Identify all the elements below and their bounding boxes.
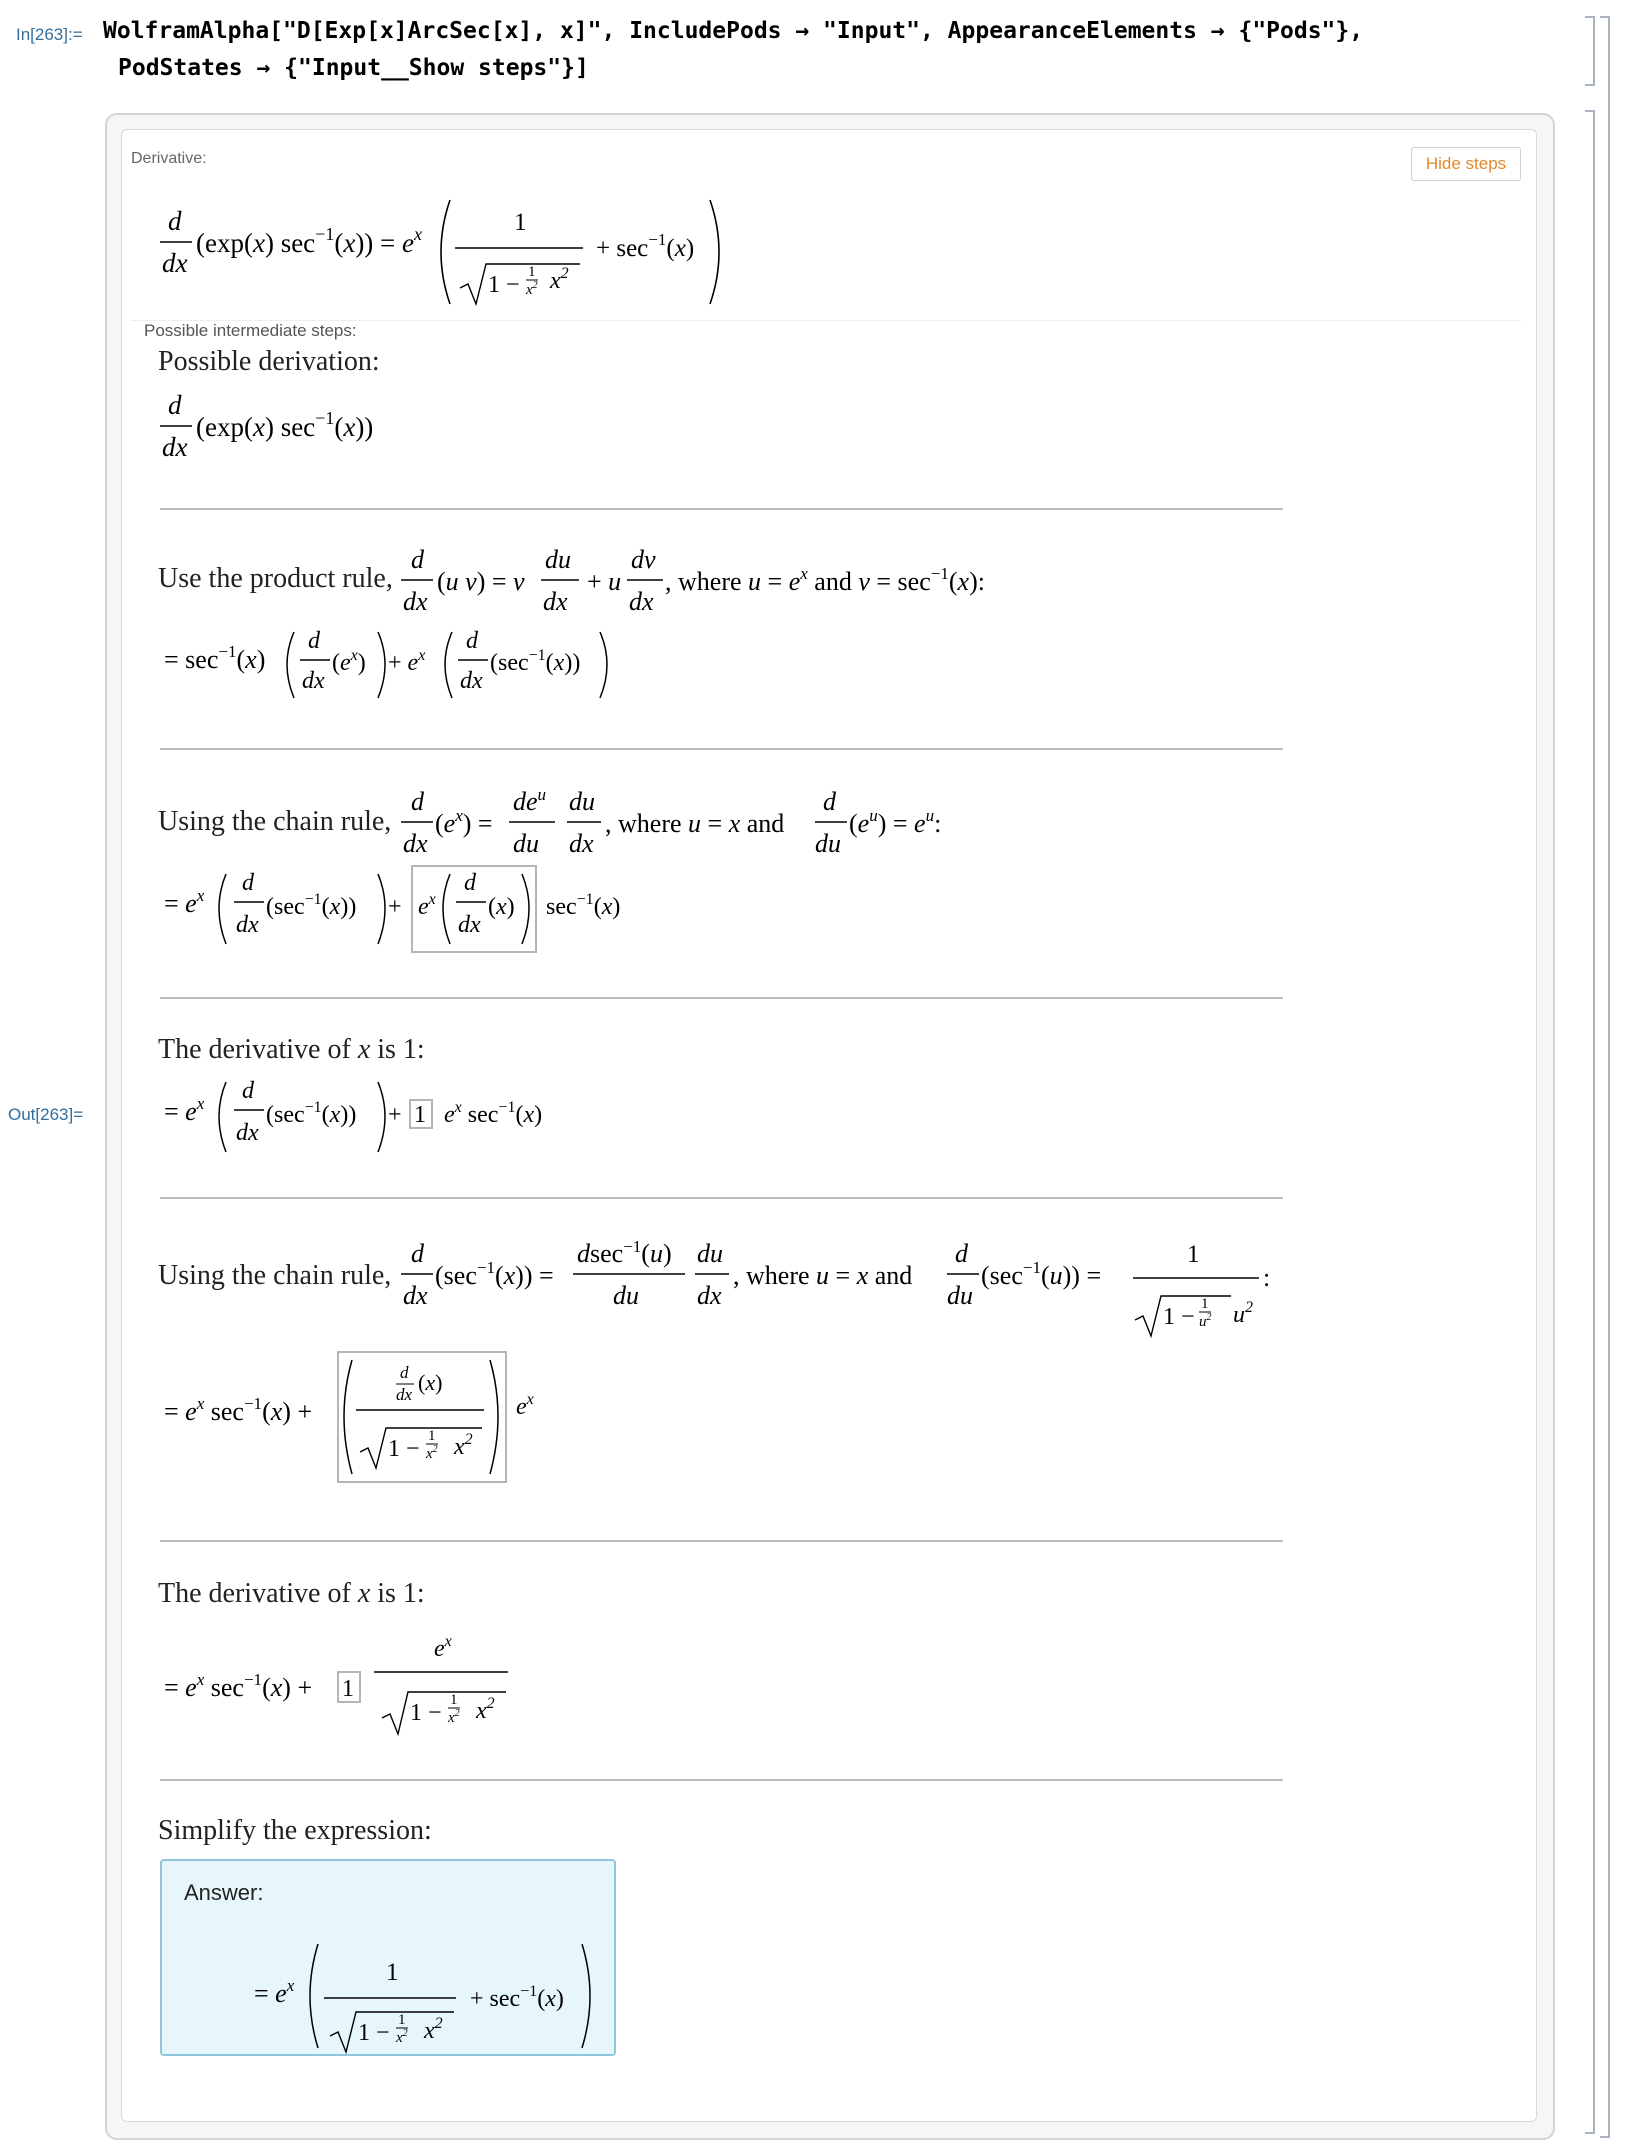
product-rule-formula <box>395 540 1045 630</box>
svg-text:= ex: = $e^x$ <box>164 886 205 918</box>
step-separator-6 <box>160 1779 1283 1781</box>
svg-text:du: du <box>815 829 841 858</box>
svg-text:1: 1 <box>414 1102 426 1128</box>
input-code-line-2[interactable]: PodStates → {"Input__Show steps"}] <box>118 55 589 81</box>
product-rule-text: Use the product rule, <box>158 563 393 594</box>
svg-text:x2: $x^2$ <box>426 1444 438 1462</box>
svg-text:1: 1 <box>428 1428 436 1444</box>
chain-rule-text-2: Using the chain rule, <box>158 1260 392 1291</box>
chain-rule-formula-2 <box>395 1232 1295 1362</box>
svg-text:dv: dv <box>631 545 656 574</box>
svg-text:ex: $e^x$ <box>434 1633 452 1662</box>
svg-text:dx: dx <box>697 1281 722 1310</box>
simplify-text: Simplify the expression: <box>158 1815 432 1846</box>
svg-text:u2: $u^2$ <box>1199 1312 1212 1330</box>
svg-text:= ex sec−1(x) +: = $e^x$ $\sec^{-1}(x)$ + <box>164 1670 313 1702</box>
svg-text:d: d <box>823 787 836 816</box>
derivative-x-result-1 <box>160 1068 580 1168</box>
result-formula <box>150 180 770 320</box>
svg-text:+: + <box>388 1102 402 1128</box>
svg-text:dx: dx <box>403 829 428 858</box>
svg-text:d: d <box>400 1363 409 1382</box>
is-one-suffix-1: is 1: <box>377 1034 425 1065</box>
step-separator-3 <box>160 997 1283 999</box>
svg-text:d: d <box>955 1239 968 1268</box>
svg-text:du: du <box>947 1281 973 1310</box>
chain-rule-result-2 <box>160 1348 580 1488</box>
svg-text::: : <box>1263 1263 1271 1292</box>
svg-text:x2: $x^2$ <box>476 1695 495 1724</box>
output-label: Out[263]= <box>8 1105 84 1124</box>
svg-text:+: + <box>388 894 402 920</box>
step-separator-2 <box>160 748 1283 750</box>
svg-text:x2: $x^2$ <box>424 2015 443 2044</box>
svg-text:(ex) =: $(e^x)$ = <box>435 806 493 838</box>
svg-text:du: du <box>513 829 539 858</box>
svg-text:sec−1(x): $\sec^{-1}(x)$ <box>546 891 621 920</box>
svg-text:(exp(x) sec−1(x)) = ex: (exp(x) $\sec^{-1}(x)) = e^x$ <box>196 224 423 258</box>
svg-text:(ex): $(e^x)$ <box>332 647 366 676</box>
svg-text:= sec−1(x): = $\sec^{-1}(x)$ <box>164 642 266 674</box>
svg-text:x2: $x^2$ <box>454 1431 473 1460</box>
derivative-x-text-2: The derivative of x is 1: <box>158 1578 425 1609</box>
svg-text:du: du <box>569 787 595 816</box>
svg-text:dx: dx <box>543 587 568 616</box>
svg-text:d: d <box>466 628 478 654</box>
svg-text:1: 1 <box>398 2012 406 2028</box>
svg-text:d: d <box>464 870 476 896</box>
svg-text:= ex: = $e^x$ <box>254 1976 295 2008</box>
svg-text:x2: $x^2$ <box>526 280 538 298</box>
svg-text:, where u = x and: , where u = x and <box>733 1261 913 1290</box>
step-separator-4 <box>160 1197 1283 1199</box>
input-code-line-1[interactable]: WolframAlpha["D[Exp[x]ArcSec[x], x]", IncludePods → "Input", AppearanceElements → {"Pods"}, <box>103 18 1364 44</box>
svg-text:dx: dx <box>569 829 594 858</box>
svg-text:+ sec−1(x): + $\sec^{-1}(x)$ <box>596 230 695 262</box>
svg-text:(sec−1(x)): $(\sec^{-1}(x))$ <box>266 1099 357 1128</box>
derivative-x-text-1: The derivative of x is 1: <box>158 1034 425 1065</box>
chain-rule-result-1 <box>160 860 680 960</box>
derivative-x-prefix-2: The derivative of <box>158 1578 351 1609</box>
svg-text:, where u = x and: , where u = x and <box>605 809 785 838</box>
svg-text:u2: $u^2$ <box>1233 1299 1253 1328</box>
svg-text:(x): (x) <box>418 1370 443 1395</box>
svg-text:1: 1 <box>450 1692 458 1708</box>
svg-text:1: 1 <box>1201 1296 1209 1312</box>
svg-text:+ ex: + $e^x$ <box>388 647 426 676</box>
svg-text:dx: dx <box>403 1281 428 1310</box>
svg-text:1: 1 <box>528 264 536 280</box>
svg-text:dx: dx <box>236 912 259 938</box>
svg-text:ex sec−1(x): $e^x$ $\sec^{-1}(x)$ <box>444 1099 543 1128</box>
svg-text:= ex sec−1(x) +: = $e^x$ $\sec^{-1}(x)$ + <box>164 1394 313 1426</box>
svg-text:d: d <box>242 870 254 896</box>
derivative-x-result-2 <box>160 1620 580 1750</box>
answer-label: Answer: <box>184 1880 264 1905</box>
svg-text:dx: dx <box>629 587 654 616</box>
svg-text:dx: dx <box>403 587 428 616</box>
svg-text:d: d <box>168 206 182 236</box>
svg-text:(sec−1(x)) =: $(\sec^{-1}(x))$ = <box>435 1258 554 1290</box>
svg-text:1 −: 1 − <box>488 272 520 298</box>
svg-text:dx: dx <box>302 668 325 694</box>
svg-text:d: d <box>242 1078 254 1104</box>
svg-text:du: du <box>545 545 571 574</box>
svg-text:1: 1 <box>514 209 527 236</box>
svg-text:(sec−1(u)) =: $(\sec^{-1}(u))$ = <box>981 1258 1102 1290</box>
group-cell-bracket[interactable] <box>1600 16 1610 2138</box>
output-cell-bracket[interactable] <box>1585 110 1595 2134</box>
svg-text:x2: $x^2$ <box>448 1708 460 1726</box>
svg-text:1 −: 1 − <box>358 2020 390 2046</box>
svg-text:deu: $de^u$ <box>513 785 547 816</box>
derivation-heading: Possible derivation: <box>158 346 380 377</box>
svg-text:(x): (x) <box>488 894 515 920</box>
svg-text:1: 1 <box>1187 1241 1200 1268</box>
svg-text:dx: dx <box>396 1385 413 1404</box>
svg-text:1: 1 <box>386 1959 399 1986</box>
svg-text:1: 1 <box>342 1676 354 1702</box>
svg-text:ex: $e^x$ <box>418 891 436 920</box>
product-rule-result <box>160 618 640 708</box>
svg-text:(u v) = v: (u v) = v <box>437 567 525 596</box>
chain-rule-formula-1 <box>395 782 995 872</box>
svg-text:x2: $x^2$ <box>550 265 569 294</box>
input-label: In[263]:= <box>16 25 83 44</box>
hide-steps-button[interactable]: Hide steps <box>1411 147 1521 181</box>
svg-text:1 −: 1 − <box>1163 1304 1195 1330</box>
svg-text:x2: $x^2$ <box>396 2028 408 2046</box>
svg-text:d: d <box>308 628 320 654</box>
svg-text:(exp(x) sec−1(x)): (exp(x) $\sec^{-1}(x)$) <box>196 408 374 442</box>
svg-text:1 −: 1 − <box>388 1436 420 1462</box>
svg-text:(sec−1(x)): $(\sec^{-1}(x))$ <box>490 647 581 676</box>
svg-text:(eu) = eu:: $(e^u) = e^u$: <box>849 806 942 838</box>
svg-text:1 −: 1 − <box>410 1700 442 1726</box>
svg-text:+ sec−1(x): + $\sec^{-1}(x)$ <box>470 1983 564 2012</box>
svg-text:dx: dx <box>458 912 481 938</box>
input-cell-bracket[interactable] <box>1585 16 1595 86</box>
svg-text:, where u = ex and v = sec−1(x: , where $u = e^x$ and $v = \sec^{-1}(x)$: <box>665 564 985 596</box>
svg-text:(sec−1(x)): $(\sec^{-1}(x))$ <box>266 891 357 920</box>
step-separator-5 <box>160 1540 1283 1542</box>
svg-text:d: d <box>168 390 182 420</box>
svg-text:dx: dx <box>162 248 188 278</box>
svg-text:du: du <box>613 1281 639 1310</box>
svg-text:dx: dx <box>460 668 483 694</box>
chain-rule-text-1: Using the chain rule, <box>158 806 392 837</box>
svg-text:= ex: = $e^x$ <box>164 1094 205 1126</box>
derivation-expression <box>150 384 450 474</box>
svg-text:d: d <box>411 1239 424 1268</box>
intermediate-steps-label: Possible intermediate steps: <box>144 321 357 340</box>
svg-text:du: du <box>697 1239 723 1268</box>
derivative-x-prefix-1: The derivative of <box>158 1034 351 1065</box>
svg-text:dx: dx <box>236 1120 259 1146</box>
svg-text:+ u: + u <box>587 567 622 596</box>
is-one-suffix-2: is 1: <box>377 1578 425 1609</box>
svg-text:d: d <box>411 787 424 816</box>
svg-text:dsec−1(u): dsec$^{-1}$(u) <box>577 1237 672 1268</box>
answer-formula <box>250 1936 610 2056</box>
svg-text:dx: dx <box>162 432 188 462</box>
svg-text:ex: $e^x$ <box>516 1391 534 1420</box>
pod-title: Derivative: <box>131 150 207 167</box>
svg-text:d: d <box>411 545 424 574</box>
step-separator-1 <box>160 508 1283 510</box>
